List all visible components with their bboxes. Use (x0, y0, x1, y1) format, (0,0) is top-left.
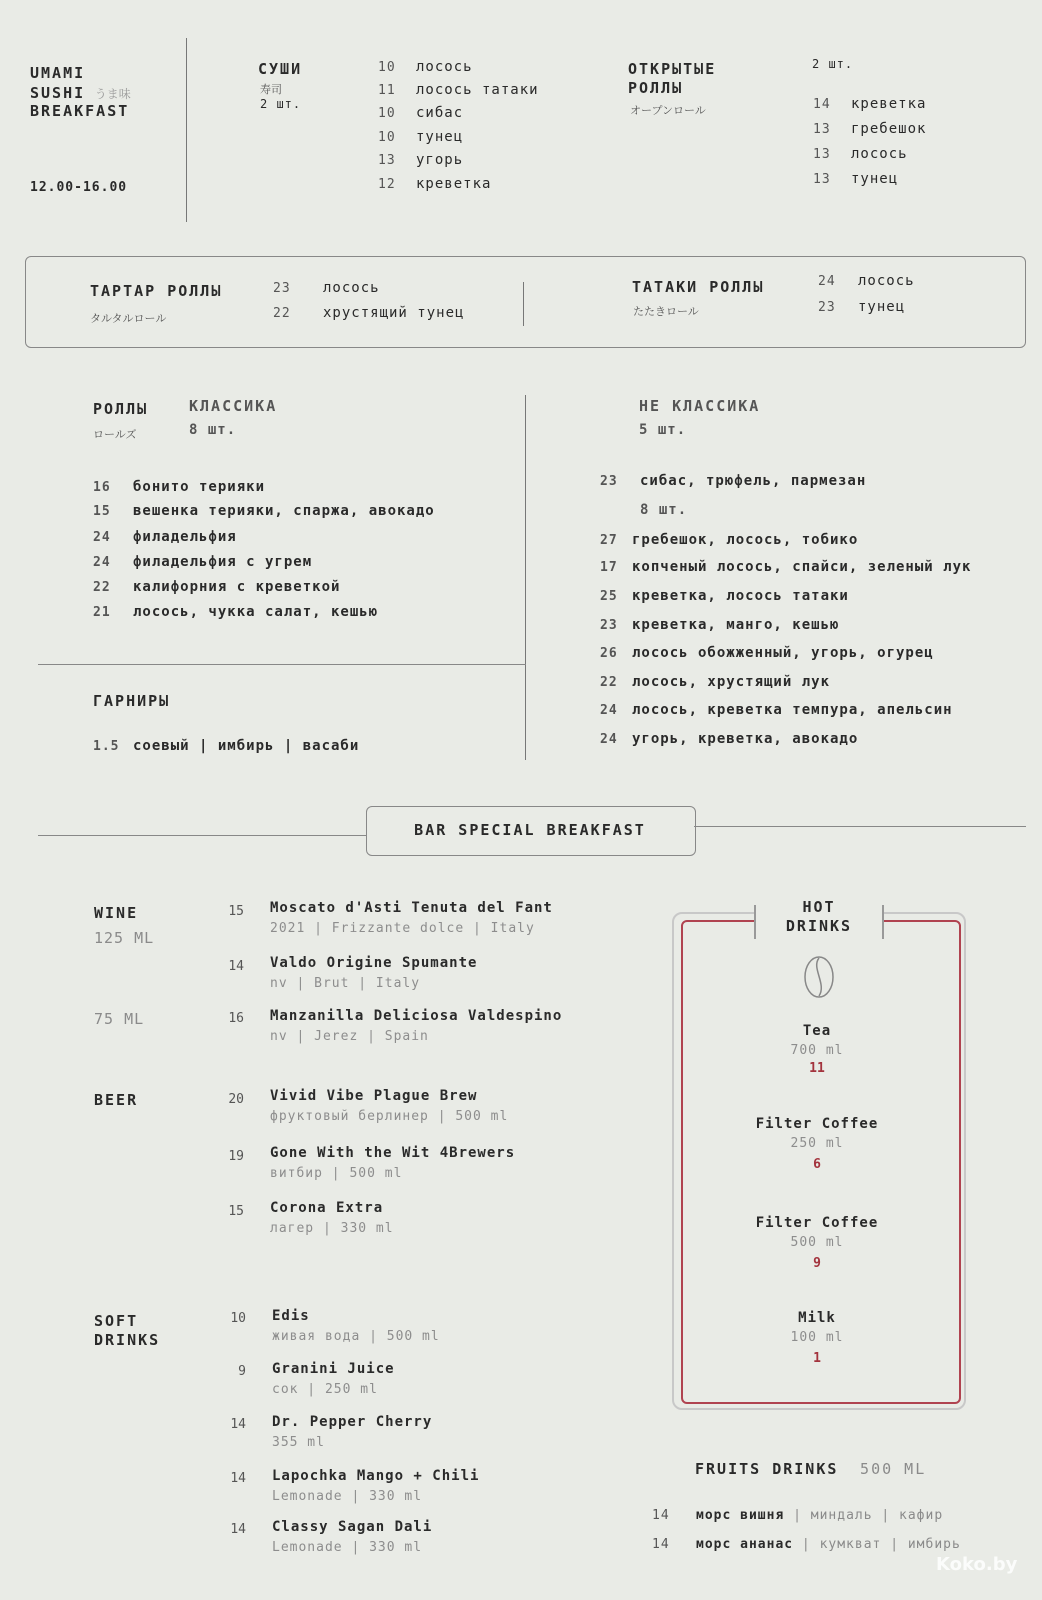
rolls-divider (525, 395, 526, 760)
list-item (273, 305, 464, 321)
list-item (93, 604, 378, 620)
wine-title: WINE (94, 904, 139, 922)
wine-sub: 2021 | Frizzante dolce | Italy (270, 921, 535, 936)
item-price: 14 (813, 97, 831, 112)
classic-title: КЛАССИКА (189, 397, 278, 415)
item-name: морс ананас (696, 1537, 794, 1552)
wine-size-125: 125 ML (94, 929, 155, 947)
item-name: лосось (323, 280, 380, 296)
hot-title-2: DRINKS (785, 917, 853, 935)
garnish-text: соевый | имбирь | васаби (133, 738, 360, 754)
garnish-divider (38, 664, 526, 665)
hot-item (672, 1215, 962, 1271)
list-item (652, 1508, 943, 1523)
wine-item (270, 1008, 562, 1044)
soft-name: Edis (272, 1308, 310, 1324)
item-name: лосось, хрустящий лук (632, 674, 831, 690)
item-price: 17 (600, 560, 618, 575)
brand-jp: うま味 (94, 87, 131, 101)
item-name: креветка, лосось татаки (632, 588, 849, 604)
sushi-title: СУШИ (258, 60, 303, 78)
nonclassic-qty-2: 8 шт. (640, 502, 688, 518)
item-price: 15 (93, 504, 111, 519)
beer-name: Corona Extra (270, 1200, 384, 1216)
item-price: 10 (378, 130, 396, 145)
classic-qty: 8 шт. (189, 422, 237, 438)
list-item (378, 82, 539, 98)
item-name: лосось (416, 59, 473, 75)
item-name: лосось, креветка темпура, апельсин (632, 702, 953, 718)
soft-price: 10 (230, 1311, 246, 1326)
list-item (378, 176, 491, 192)
hot-price: 11 (809, 1061, 825, 1076)
wine-item (270, 955, 477, 991)
soft-name: Lapochka Mango + Chili (272, 1468, 480, 1484)
bar-title: BAR SPECIAL BREAKFAST (414, 821, 646, 839)
item-price: 23 (600, 618, 618, 633)
list-item (378, 59, 473, 75)
item-name: лосось обожженный, угорь, огурец (632, 645, 934, 661)
hot-vol: 250 ml (790, 1136, 844, 1151)
item-price: 16 (93, 480, 111, 495)
list-item (93, 554, 312, 570)
soft-title-1: SOFT (94, 1312, 139, 1330)
item-price: 24 (600, 732, 618, 747)
box-divider (523, 282, 524, 326)
wine-name: Valdo Origine Spumante (270, 955, 478, 971)
item-price: 22 (273, 306, 291, 321)
hot-items (672, 0, 962, 1600)
list-item (652, 1537, 961, 1552)
item-name: вешенка терияки, спаржа, авокадо (133, 503, 435, 519)
wine-sub: nv | Brut | Italy (270, 976, 421, 991)
item-price: 23 (273, 281, 291, 296)
hot-vol: 700 ml (790, 1043, 844, 1058)
hot-vol: 100 ml (790, 1330, 844, 1345)
soft-sub: 355 ml (272, 1435, 325, 1450)
item-name: калифорния с креветкой (133, 579, 341, 595)
item-name: тунец (416, 129, 464, 145)
item-name: гребешок, лосось, тобико (632, 532, 859, 548)
wine-price: 16 (228, 1011, 244, 1026)
open-rolls-jp: オープンロール (630, 104, 706, 117)
soft-sub: Lemonade | 330 ml (272, 1540, 423, 1555)
beer-item (270, 1145, 515, 1181)
soft-title-2: DRINKS (94, 1331, 161, 1349)
item-name: бонито терияки (133, 479, 266, 495)
garnish-price: 1.5 (93, 739, 120, 754)
item-price: 25 (600, 589, 618, 604)
beer-name: Vivid Vibe Plague Brew (270, 1088, 478, 1104)
soft-item (272, 1361, 395, 1397)
wine-price: 14 (228, 959, 244, 974)
soft-item (272, 1519, 432, 1555)
brand-line-3: BREAKFAST (30, 102, 130, 120)
hot-item (672, 1116, 962, 1172)
hot-price: 6 (813, 1157, 821, 1172)
list-item (93, 529, 237, 545)
item-price: 14 (652, 1508, 670, 1523)
item-name: тунец (851, 171, 899, 187)
item-price: 13 (813, 147, 831, 162)
bar-rule-left (38, 835, 366, 836)
opening-hours: 12.00-16.00 (30, 180, 128, 195)
wine-size-75: 75 ML (94, 1010, 145, 1028)
item-name: морс вишня (696, 1508, 785, 1523)
beer-sub: лагер | 330 ml (270, 1221, 394, 1236)
item-price: 10 (378, 60, 396, 75)
soft-price: 9 (238, 1364, 246, 1379)
beer-sub: витбир | 500 ml (270, 1166, 403, 1181)
tataki-title: ТАТАКИ РОЛЛЫ (632, 278, 765, 296)
sushi-jp: 寿司 (260, 83, 282, 96)
fruits-header (695, 1459, 926, 1479)
item-price: 23 (600, 474, 618, 489)
item-name: копченый лосось, спайси, зеленый лук (632, 559, 972, 575)
soft-sub: сок | 250 ml (272, 1382, 378, 1397)
soft-price: 14 (230, 1471, 246, 1486)
beer-title: BEER (94, 1091, 139, 1109)
soft-price: 14 (230, 1417, 246, 1432)
item-name: креветка, манго, кешью (632, 617, 840, 633)
soft-name: Classy Sagan Dali (272, 1519, 433, 1535)
brand-line-2-wrap (30, 83, 131, 103)
list-item (93, 579, 340, 595)
item-name: сибас (416, 105, 464, 121)
beer-price: 20 (228, 1092, 244, 1107)
beer-item (270, 1088, 508, 1124)
list-item (378, 152, 463, 168)
wine-sub: nv | Jerez | Spain (270, 1029, 429, 1044)
item-name: сибас, трюфель, пармезан (640, 473, 867, 489)
list-item (378, 105, 463, 121)
item-name: креветка (851, 96, 927, 112)
item-price: 14 (652, 1537, 670, 1552)
tartar-title: ТАРТАР РОЛЛЫ (90, 282, 223, 300)
item-price: 12 (378, 177, 396, 192)
hot-item (672, 1023, 962, 1076)
sushi-qty: 2 шт. (260, 97, 302, 111)
garnish-row (93, 738, 359, 754)
watermark: Koko.by (936, 1554, 1018, 1575)
item-price: 21 (93, 605, 111, 620)
item-name: лосось, чукка салат, кешью (133, 604, 379, 620)
beer-sub: фруктовый берлинер | 500 ml (270, 1109, 509, 1124)
beer-price: 15 (228, 1204, 244, 1219)
item-name: лосось (851, 146, 908, 162)
item-name: хрустящий тунец (323, 305, 465, 321)
item-name: филадельфия (133, 529, 237, 545)
item-price: 26 (600, 646, 618, 661)
soft-item (272, 1414, 432, 1450)
fruits-size: 500 ML (860, 1460, 927, 1478)
beer-name: Gone With the Wit 4Brewers (270, 1145, 516, 1161)
item-price: 13 (813, 172, 831, 187)
item-sub: | кумкват | имбирь (801, 1537, 961, 1552)
garnish-title: ГАРНИРЫ (93, 692, 171, 710)
item-name: гребешок (851, 121, 927, 137)
tataki-jp: たたきロール (633, 305, 699, 318)
hot-price: 9 (813, 1256, 821, 1271)
wine-item (270, 900, 553, 936)
soft-name: Granini Juice (272, 1361, 395, 1377)
item-name: лосось (858, 273, 915, 289)
soft-sub: Lemonade | 330 ml (272, 1489, 423, 1504)
hot-item (672, 1310, 962, 1366)
item-price: 10 (378, 106, 396, 121)
item-name: филадельфия с угрем (133, 554, 313, 570)
soft-item (272, 1308, 440, 1344)
wine-price: 15 (228, 904, 244, 919)
soft-sub: живая вода | 500 ml (272, 1329, 440, 1344)
nonclassic-title: НЕ КЛАССИКА (639, 397, 761, 415)
hot-name: Filter Coffee (755, 1215, 879, 1231)
list-item (93, 479, 265, 495)
item-price: 13 (378, 153, 396, 168)
soft-item (272, 1468, 479, 1504)
hot-title-1: HOT (802, 898, 836, 916)
item-name: креветка (416, 176, 492, 192)
brand-line-1: UMAMI (30, 64, 86, 82)
wine-name: Moscato d'Asti Tenuta del Fant (270, 900, 553, 916)
hot-price: 1 (813, 1351, 821, 1366)
item-price: 24 (93, 555, 111, 570)
brand-line-2: SUSHI (30, 84, 86, 102)
item-sub: | миндаль | кафир (793, 1508, 944, 1523)
item-price: 11 (378, 83, 396, 98)
soft-name: Dr. Pepper Cherry (272, 1414, 433, 1430)
open-rolls-qty: 2 шт. (812, 57, 854, 71)
open-rolls-title-2: РОЛЛЫ (628, 79, 684, 97)
open-rolls-title-1: ОТКРЫТЫЕ (628, 60, 717, 78)
hot-name: Filter Coffee (755, 1116, 879, 1132)
fruits-title: FRUITS DRINKS (695, 1460, 839, 1478)
beer-item (270, 1200, 394, 1236)
list-item (93, 503, 435, 519)
item-price: 22 (600, 675, 618, 690)
tartar-jp: タルタルロール (90, 312, 167, 325)
item-name: лосось татаки (416, 82, 539, 98)
hot-name: Milk (798, 1310, 836, 1326)
item-price: 27 (600, 533, 618, 548)
item-price: 23 (818, 300, 836, 315)
item-price: 24 (818, 274, 836, 289)
hot-name: Tea (802, 1023, 832, 1039)
item-name: угорь, креветка, авокадо (632, 731, 859, 747)
list-item (273, 280, 380, 296)
nonclassic-qty-1: 5 шт. (639, 422, 687, 438)
brand-divider (186, 38, 187, 222)
beer-price: 19 (228, 1149, 244, 1164)
item-price: 22 (93, 580, 111, 595)
rolls-jp: ロールズ (93, 428, 137, 441)
item-name: угорь (416, 152, 464, 168)
item-price: 24 (93, 530, 111, 545)
item-name: тунец (858, 299, 906, 315)
hot-vol: 500 ml (790, 1235, 844, 1250)
soft-price: 14 (230, 1522, 246, 1537)
wine-name: Manzanilla Deliciosa Valdespino (270, 1008, 563, 1024)
list-item (378, 129, 463, 145)
item-price: 13 (813, 122, 831, 137)
rolls-title: РОЛЛЫ (93, 400, 149, 418)
item-price: 24 (600, 703, 618, 718)
